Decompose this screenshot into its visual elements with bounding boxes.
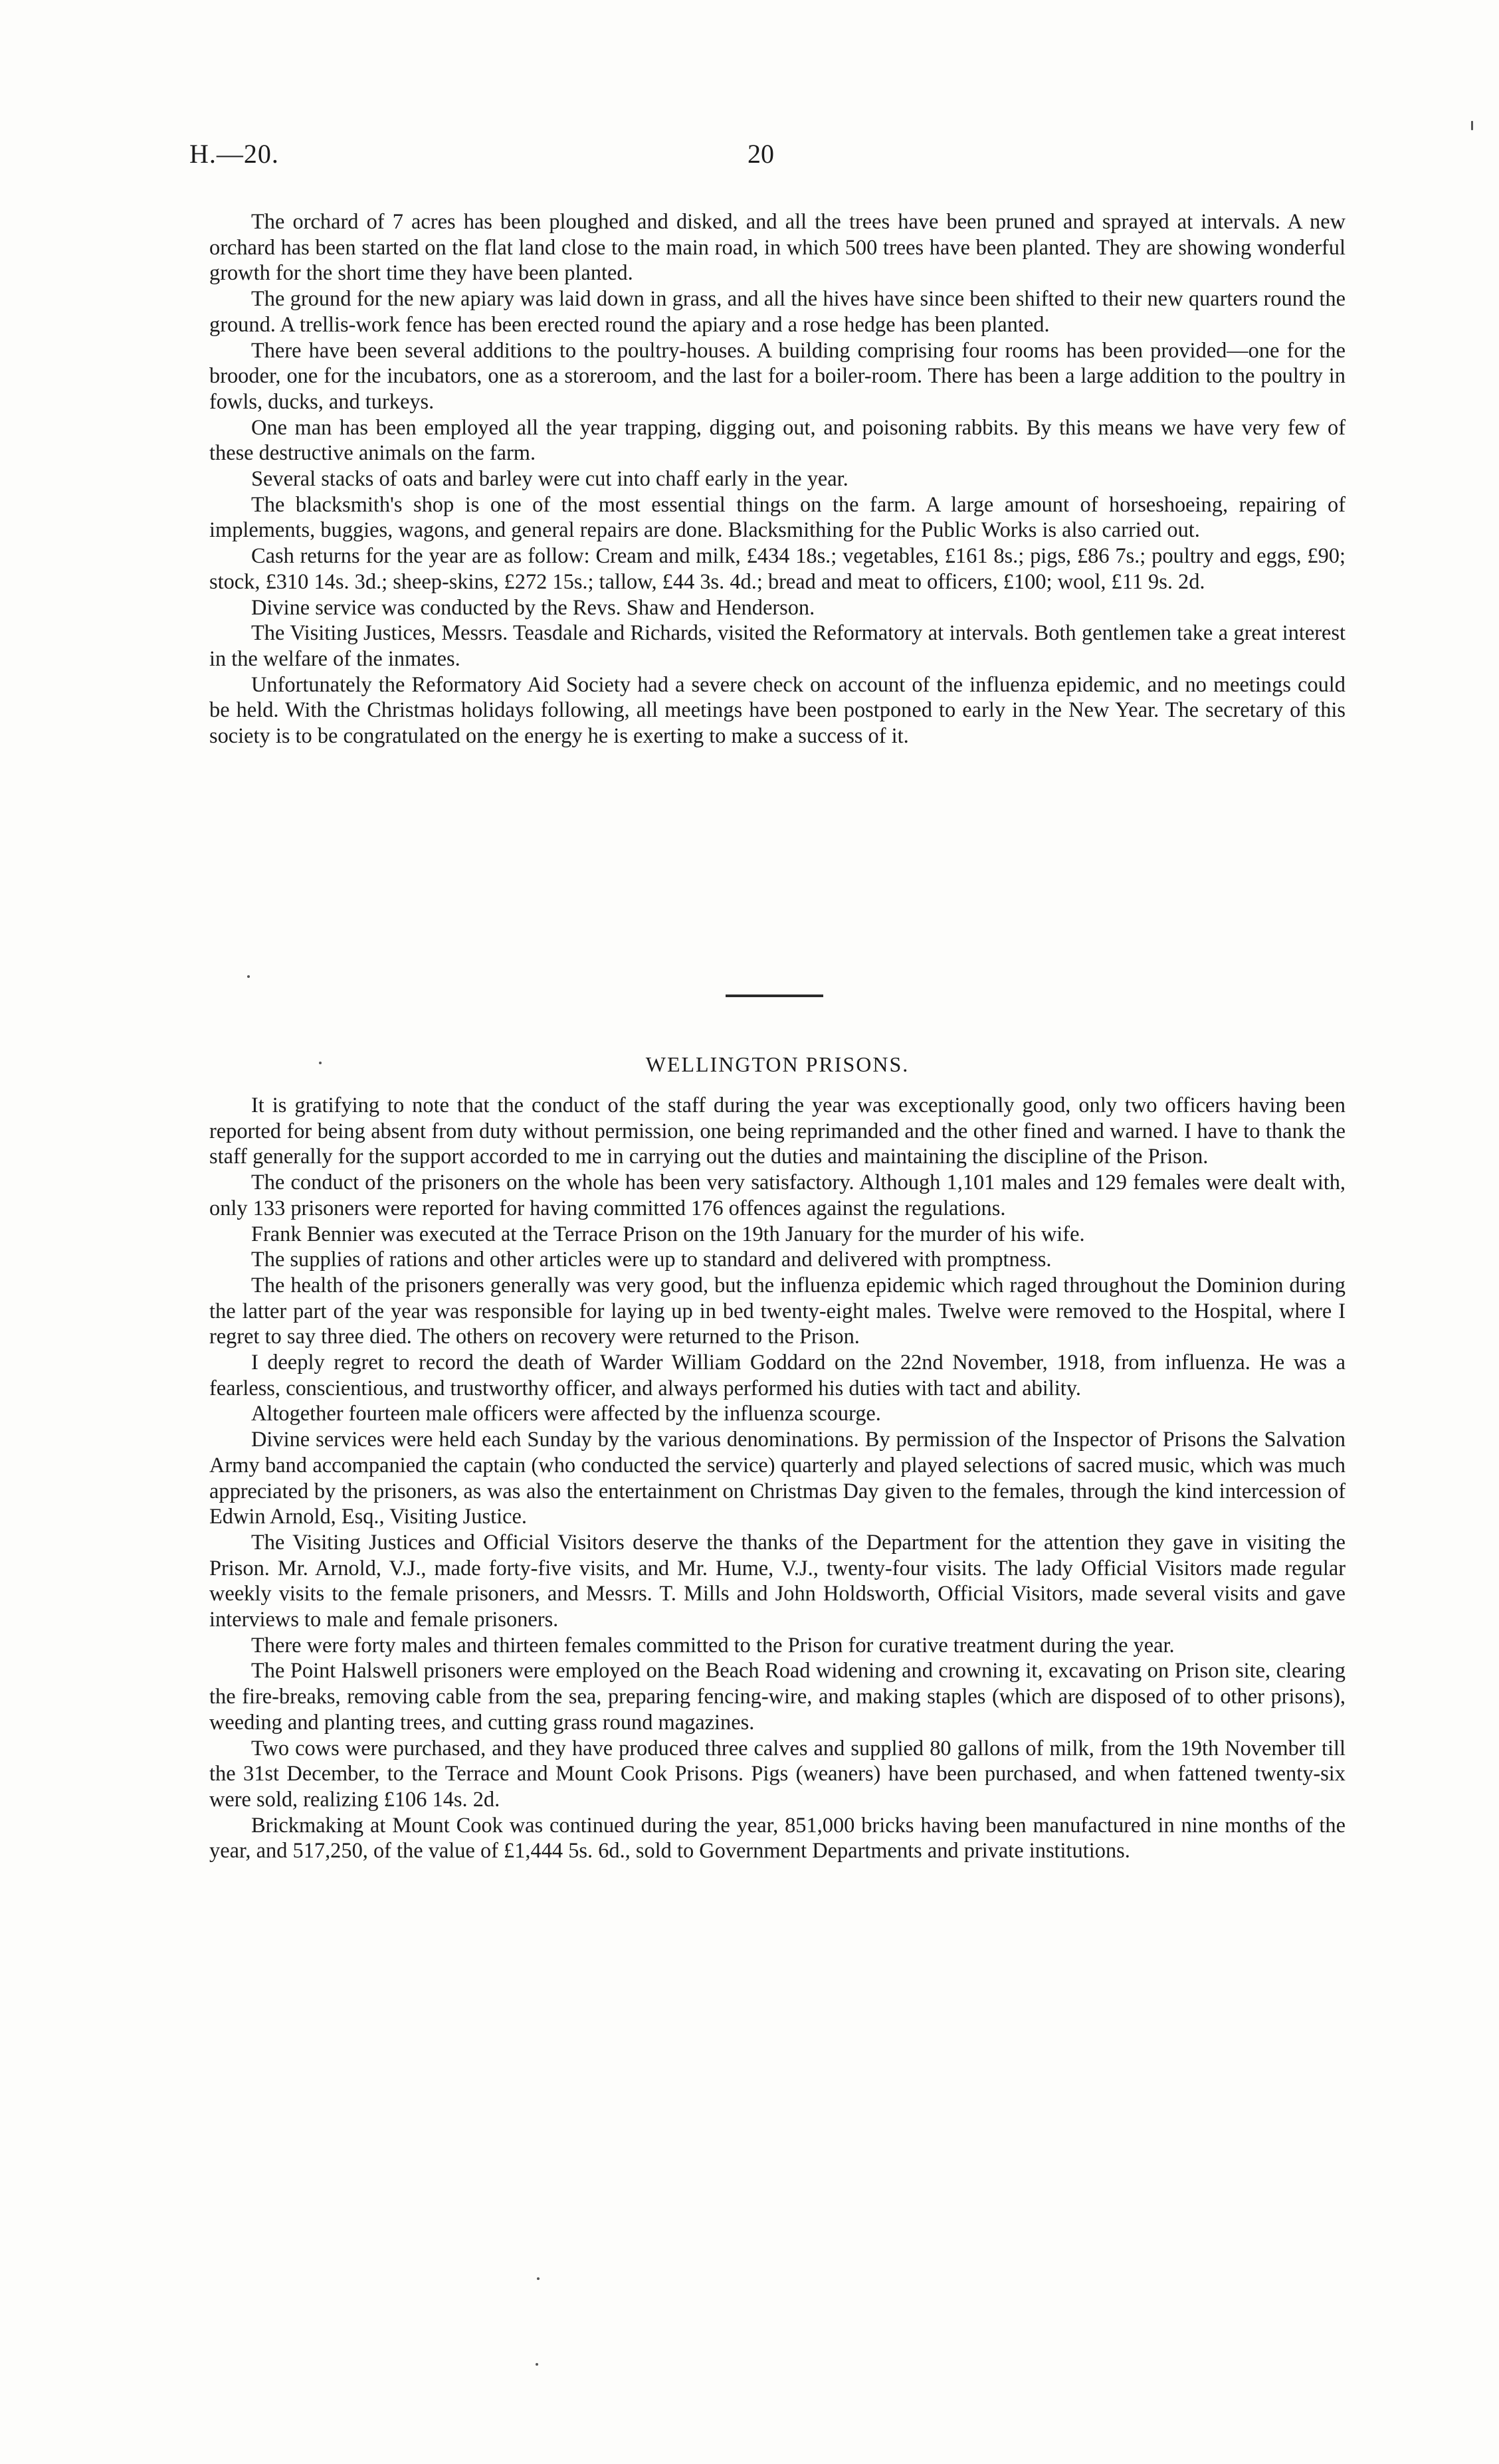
scan-speck	[319, 1062, 322, 1064]
paragraph-chaff: Several stacks of oats and barley were cut into chaff early in the year.	[251, 467, 849, 492]
paragraph-supplies: The supplies of rations and other articles were up to standard and delivered with promptness.	[251, 1248, 1052, 1272]
paragraph-point-halswell: The Point Halswell prisoners were employed on the Beach Road widening and crowning it, excavating on Prison site, clearing the fire-breaks, removing cable from the sea, preparing fencing-wire, and making staples (which are disposed of to other prisons), weeding and planting trees, and cutting grass round magazines.	[209, 1659, 1346, 1735]
paragraph-curative-treatment: There were forty males and thirteen females committed to the Prison for curative treatment during the year.	[251, 1633, 1175, 1658]
paragraph-blacksmith: The blacksmith's shop is one of the most essential things on the farm. A large amount of horseshoeing, repairing of implements, buggies, wagons, and general repairs are done. Blacksmithing for the Public Works is also carried out.	[209, 492, 1346, 543]
paragraph-visiting-justices: The Visiting Justices, Messrs. Teasdale and Richards, visited the Reformatory at intervals. Both gentlemen take a great interest in the welfare of the inmates.	[209, 621, 1346, 671]
paragraph-warder-death: I deeply regret to record the death of Warder William Goddard on the 22nd November, 1918, from influenza. He was a fearless, conscientious, and trustworthy officer, and always performed his duties with tact and ability.	[209, 1351, 1346, 1400]
paragraph-staff-conduct: It is gratifying to note that the conduct of the staff during the year was exceptionally good, only two officers having been reported for being absent from duty without permission, one being reprimanded and the other fined and warned. I have to thank the staff generally for the support accorded to me in carrying out the duties and maintaining the discipline of the Prison.	[209, 1093, 1346, 1169]
page-number: 20	[748, 139, 774, 169]
section-divider	[726, 995, 823, 997]
section-reformatory-farm	[209, 209, 1346, 749]
paragraph-official-visitors: The Visiting Justices and Official Visitors deserve the thanks of the Department for the attention they gave in visiting the Prison. Mr. Arnold, V.J., made forty-five visits, and Mr. Hume, V.J., twenty-four visits. The lady Official Visitors made regular weekly visits to the female prisoners, and Messrs. T. Mills and John Holdsworth, Official Visitors, made several visits and gave interviews to male and female prisoners.	[209, 1530, 1346, 1632]
document-reference: H.—20.	[189, 139, 279, 169]
scan-speck	[247, 975, 250, 978]
paragraph-divine-service: Divine service was conducted by the Revs. Shaw and Henderson.	[251, 595, 815, 620]
scan-speck	[537, 2277, 540, 2280]
paragraph-rabbits: One man has been employed all the year trapping, digging out, and poisoning rabbits. By this means we have very few of these destructive animals on the farm.	[209, 415, 1346, 466]
section-wellington-prisons	[209, 1093, 1346, 1864]
paragraph-prisoner-conduct: The conduct of the prisoners on the whole has been very satisfactory. Although 1,101 males and 129 females were dealt with, only 133 prisoners were reported for having committed 176 offences against the regulations.	[209, 1171, 1346, 1220]
scan-speck	[536, 2363, 538, 2366]
paragraph-health: The health of the prisoners generally was very good, but the influenza epidemic which raged throughout the Dominion during the latter part of the year was responsible for laying up in bed twenty-eight males. Twelve were removed to the Hospital, where I regret to say three died. The others on recovery were returned to the Prison.	[209, 1273, 1346, 1349]
paragraph-cash-returns: Cash returns for the year are as follow: Cream and milk, £434 18s.; vegetables, £161 8s.; pigs, £86 7s.; poultry and eggs, £90; stock, £310 14s. 3d.; sheep-skins, £272 15s.; tallow, £44 3s. 4d.; bread and meat to officers, £100; wool, £11 9s. 2d.	[209, 544, 1346, 594]
paragraph-influenza-officers: Altogether fourteen male officers were affected by the influenza scourge.	[251, 1402, 881, 1426]
paragraph-cows-pigs: Two cows were purchased, and they have produced three calves and supplied 80 gallons of milk, from the 19th November till the 31st December, to the Terrace and Mount Cook Prisons. Pigs (weaners) have been purchased, and when fattened twenty-six were sold, realizing £106 14s. 2d.	[209, 1736, 1346, 1812]
scan-speck	[1471, 121, 1473, 130]
paragraph-execution: Frank Bennier was executed at the Terrace Prison on the 19th January for the murder of his wife.	[251, 1222, 1085, 1246]
paragraph-brickmaking: Brickmaking at Mount Cook was continued during the year, 851,000 bricks having been manufactured in nine months of the year, and 517,250, of the value of £1,444 5s. 6d., sold to Government Departments and private institutions.	[209, 1813, 1346, 1863]
paragraph-poultry: There have been several additions to the poultry-houses. A building comprising four rooms has been provided—one for the brooder, one for the incubators, one as a storeroom, and the last for a boiler-room. There has been a large addition to the poultry in fowls, ducks, and turkeys.	[209, 338, 1346, 414]
paragraph-divine-services: Divine services were held each Sunday by the various denominations. By permission of the Inspector of Prisons the Salvation Army band accompanied the captain (who conducted the service) quarterly and played selections of sacred music, which was much appreciated by the prisoners, as was also the entertainment on Christmas Day given to the females, through the kind intercession of Edwin Arnold, Esq., Visiting Justice.	[209, 1428, 1346, 1529]
paragraph-apiary: The ground for the new apiary was laid down in grass, and all the hives have since been shifted to their new quarters round the ground. A trellis-work fence has been erected round the apiary and a rose hedge has been planted.	[209, 287, 1346, 337]
paragraph-aid-society: Unfortunately the Reformatory Aid Society had a severe check on account of the influenza epidemic, and no meetings could be held. With the Christmas holidays following, all meetings have been postponed to early in the New Year. The secretary of this society is to be congratulated on the energy he is exerting to make a success of it.	[209, 672, 1346, 749]
section-heading-wellington-prisons: WELLINGTON PRISONS.	[645, 1052, 910, 1076]
page-header	[189, 138, 1346, 178]
paragraph-orchard: The orchard of 7 acres has been ploughed and disked, and all the trees have been pruned and sprayed at intervals. A new orchard has been started on the flat land close to the main road, in which 500 trees have been planted. They are showing wonderful growth for the short time they have been planted.	[209, 210, 1346, 286]
